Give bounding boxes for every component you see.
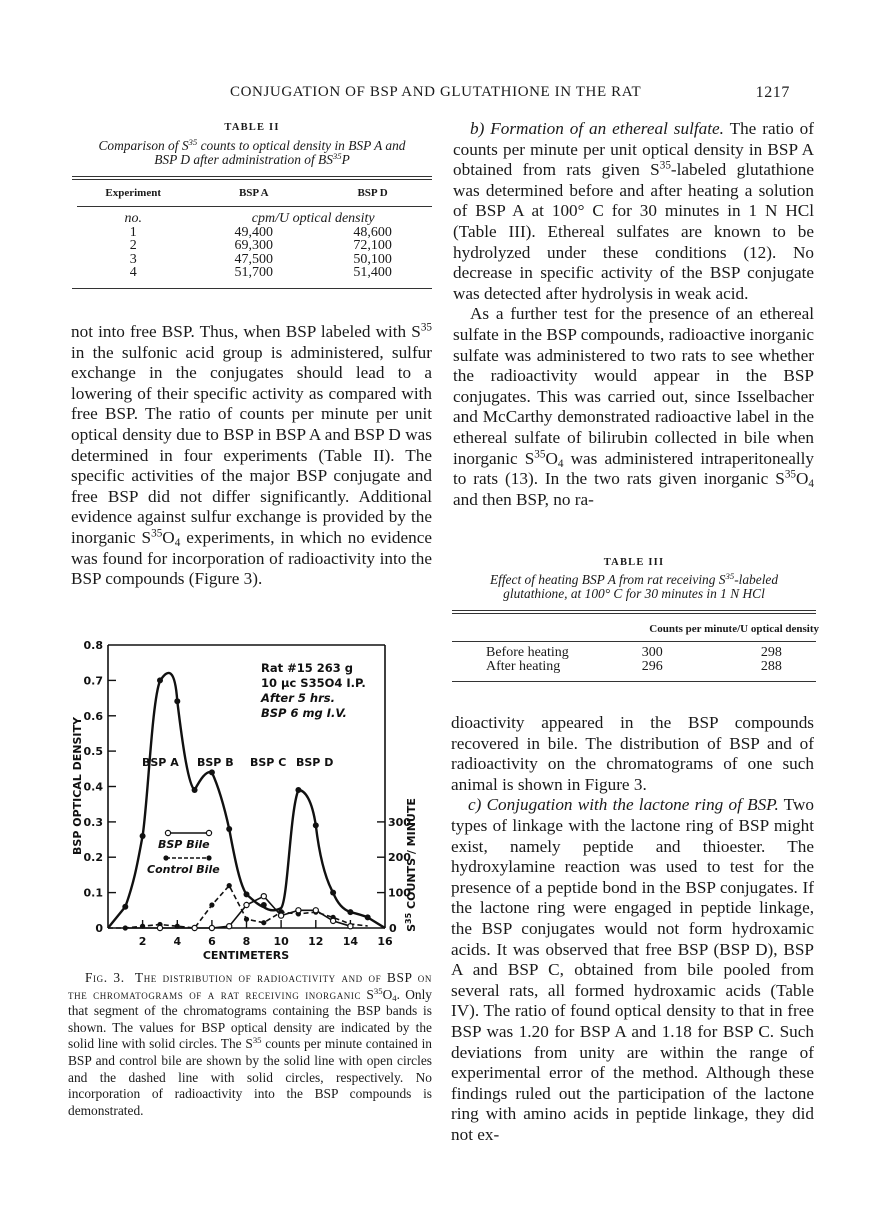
column-header: BSP A xyxy=(238,187,269,199)
svg-text:BSP D: BSP D xyxy=(296,756,334,769)
svg-text:100: 100 xyxy=(388,886,411,900)
table-3-label: TABLE III xyxy=(603,557,665,568)
series-bsp-bile-markers xyxy=(157,894,353,931)
y2-axis-ticks xyxy=(377,822,385,893)
table-row: After heating 296 288 xyxy=(486,658,782,674)
svg-text:6: 6 xyxy=(208,935,216,948)
svg-text:0.6: 0.6 xyxy=(83,709,103,723)
chart-annotation xyxy=(260,661,366,720)
svg-text:BSP C: BSP C xyxy=(250,756,287,769)
running-title: CONJUGATION OF BSP AND GLUTATHIONE IN THE RAT xyxy=(230,84,642,100)
svg-text:2: 2 xyxy=(138,935,147,948)
table-2-grid xyxy=(72,180,432,206)
unit-label: cpm/U optical density xyxy=(251,211,375,226)
y2-axis-title xyxy=(404,798,418,932)
legend-bsp-bile: BSP Bile xyxy=(158,838,210,851)
table-2-bottom-rule xyxy=(72,288,432,289)
svg-text:300: 300 xyxy=(388,815,411,829)
svg-text:BSP B: BSP B xyxy=(197,756,234,769)
table-3 xyxy=(452,557,819,682)
paragraph: As a further test for the presence of an ethereal sulfate in the BSP compounds, radioactive inorganic sulfate was administered to two rats to see whether the radioactivity would appear in the BSP conjugates. This was carried out, since Isselbacher and McCarthy demonstrated radioactive label in the ethereal sulfate of bilirubin collected in bile when inorganic $S^{35}O_4$ was administered intraperitoneally to rats (13). In the two rats given inorganic $S^{35}O_4$ and then BSP, no ra- xyxy=(453,304,814,509)
paragraph: not into free BSP. Thus, when BSP labeled with $S^{35}$ in the sulfonic acid group is administered, sulfur exchange in the conjugates should lead to a lowering of their specific activity as compared with free BSP. The ratio of counts per minute per unit optical density due to BSP in BSP A and BSP D was determined in four experiments (Table II). The specific activities of the major BSP conjugate and free BSP did not differ significantly. Additional evidence against sulfur exchange is provided by the inorganic $S^{35}O_4$ experiments, in which no evidence was found for incorporation of radioactivity into the BSP compounds (Figure 3). xyxy=(71,321,432,589)
svg-text:After 5 hrs.: After 5 hrs. xyxy=(261,691,335,705)
x-axis-title: CENTIMETERS xyxy=(202,949,290,962)
chart-legend xyxy=(147,830,220,876)
paragraph: dioactivity appeared in the BSP compounds recovered in bile. The distribution of BSP and of radioactivity on the chromatograms of one such animal is shown in Figure 3. xyxy=(451,713,814,794)
unit-label: no. xyxy=(124,211,142,226)
svg-text:0.7: 0.7 xyxy=(83,674,103,688)
table-row: 2 69,300 72,100 xyxy=(129,238,392,253)
table-3-bottom-rule xyxy=(452,681,816,682)
svg-text:12: 12 xyxy=(308,935,324,948)
y-axis-title: BSP OPTICAL DENSITY xyxy=(71,717,84,855)
svg-text:BSP 6 mg I.V.: BSP 6 mg I.V. xyxy=(261,706,347,720)
table-3-header: Counts per minute/U optical density xyxy=(649,623,819,635)
svg-text:Rat #15 263 g: Rat #15 263 g xyxy=(261,661,353,675)
svg-text:0: 0 xyxy=(389,922,397,935)
figure-3-caption: Fig. 3. The distribution of radioactivity and of BSP on the chromatograms of a rat receiving inorganic $S^{35}O_4$. Only that segment of the chromatograms containing the BSP bands is shown. The values for BSP optical density are indicated by the solid line with solid circles. The $S^{35}$ counts per minute contained in BSP and control bile are shown by the solid line with open circles and the dashed line with solid circles, respectively. No incorporation of radioactivity into the BSP compounds is demonstrated. xyxy=(68,970,433,1118)
svg-text:0.3: 0.3 xyxy=(83,815,103,829)
band-labels xyxy=(142,756,333,769)
table-2-header-rule xyxy=(77,206,432,207)
svg-text:0: 0 xyxy=(95,922,103,935)
left-body-text xyxy=(71,322,432,590)
svg-text:10 µc S35O4 I.P.: 10 µc S35O4 I.P. xyxy=(261,676,366,690)
column-header: Experiment xyxy=(105,187,161,199)
x-axis-labels xyxy=(139,935,393,948)
table-row: 1 49,400 48,600 xyxy=(129,224,392,240)
svg-text:0.1: 0.1 xyxy=(83,886,103,900)
table-2-label: TABLE II xyxy=(224,122,280,133)
svg-text:200: 200 xyxy=(388,851,411,865)
svg-text:14: 14 xyxy=(342,935,359,948)
y-axis-ticks xyxy=(108,680,116,892)
svg-text:0.4: 0.4 xyxy=(83,780,103,794)
page-number: 1217 xyxy=(755,84,790,101)
right-body-text-bottom xyxy=(451,713,814,1145)
section-heading-b: Formation of an ethereal sulfate. xyxy=(490,119,724,138)
svg-text:S35 COUNTS / MINUTE: $S^{35}$ COUNTS / MINUTE xyxy=(404,798,418,932)
table-3-caption: Effect of heating BSP A from rat receiving $S^{35}$-labeled glutathione, at 100° C for 30 minutes in 1 N HCl xyxy=(489,570,779,601)
section-heading-c: Conjugation with the lactone ring of BSP. xyxy=(486,795,779,815)
svg-text:4: 4 xyxy=(173,935,182,948)
y-axis-labels xyxy=(84,639,104,935)
column-header: BSP D xyxy=(357,187,388,199)
svg-text:BSP A: BSP A xyxy=(142,756,179,769)
svg-text:0.2: 0.2 xyxy=(83,851,103,865)
table-row: Before heating 300 298 xyxy=(486,645,782,660)
table-3-header-rule xyxy=(452,641,816,642)
paragraph: b) Formation of an ethereal sulfate. The ratio of counts per minute per unit optical density in BSP A obtained from rats given $S^{35}$-labeled glutathione was determined before and after heating a solution of BSP A at 100° C for 30 minutes in 1 N HCl (Table III). Ethereal sulfates are known to be hydrolyzed under these conditions (12). No decrease in specific activity of the BSP conjugate was detected after hydrolysis in weak acid. xyxy=(453,119,814,303)
table-row: 3 47,500 50,100 xyxy=(129,251,392,267)
svg-text:8: 8 xyxy=(242,935,251,948)
table-row: 4 51,700 51,400 xyxy=(129,265,392,280)
svg-text:0.8: 0.8 xyxy=(83,639,103,652)
series-control-bile xyxy=(108,886,368,928)
paragraph: c) Conjugation with the lactone ring of BSP. Two types of linkage with the lactone ring of BSP might exist, namely peptide and thioester. The hydroxylamine reaction was used to test for the presence of a peptide bond in the BSP conjugates. If the lactone ring were engaged in peptide linkage, the BSP conjugates would not form hydroxamic acids. It was observed that free BSP (BSP D), BSP A and BSP C, obtained from bile pooled from several rats, all formed hydroxamic acids (Table IV). The ratio of found optical density to that in free BSP was 1.20 for BSP A and 1.18 for BSP C. Such deviations from unity are within the range of experimental error of the method. Although these findings ruled out the participation of the lactone ring with amino acids in peptide linkage, they did not ex- xyxy=(451,795,814,1144)
svg-text:10: 10 xyxy=(273,935,289,948)
table-2 xyxy=(72,122,432,289)
figure-3-chart xyxy=(60,630,420,965)
svg-text:0.5: 0.5 xyxy=(83,745,103,759)
table-2-caption: Comparison of $S^{35}$ counts to optical density in BSP A and BSP D after administration of BS$^{35}$P xyxy=(98,136,406,167)
chart-svg xyxy=(60,630,420,965)
svg-text:16: 16 xyxy=(377,935,393,948)
right-body-text-top xyxy=(453,119,814,510)
legend-control-bile: Control Bile xyxy=(147,863,220,876)
